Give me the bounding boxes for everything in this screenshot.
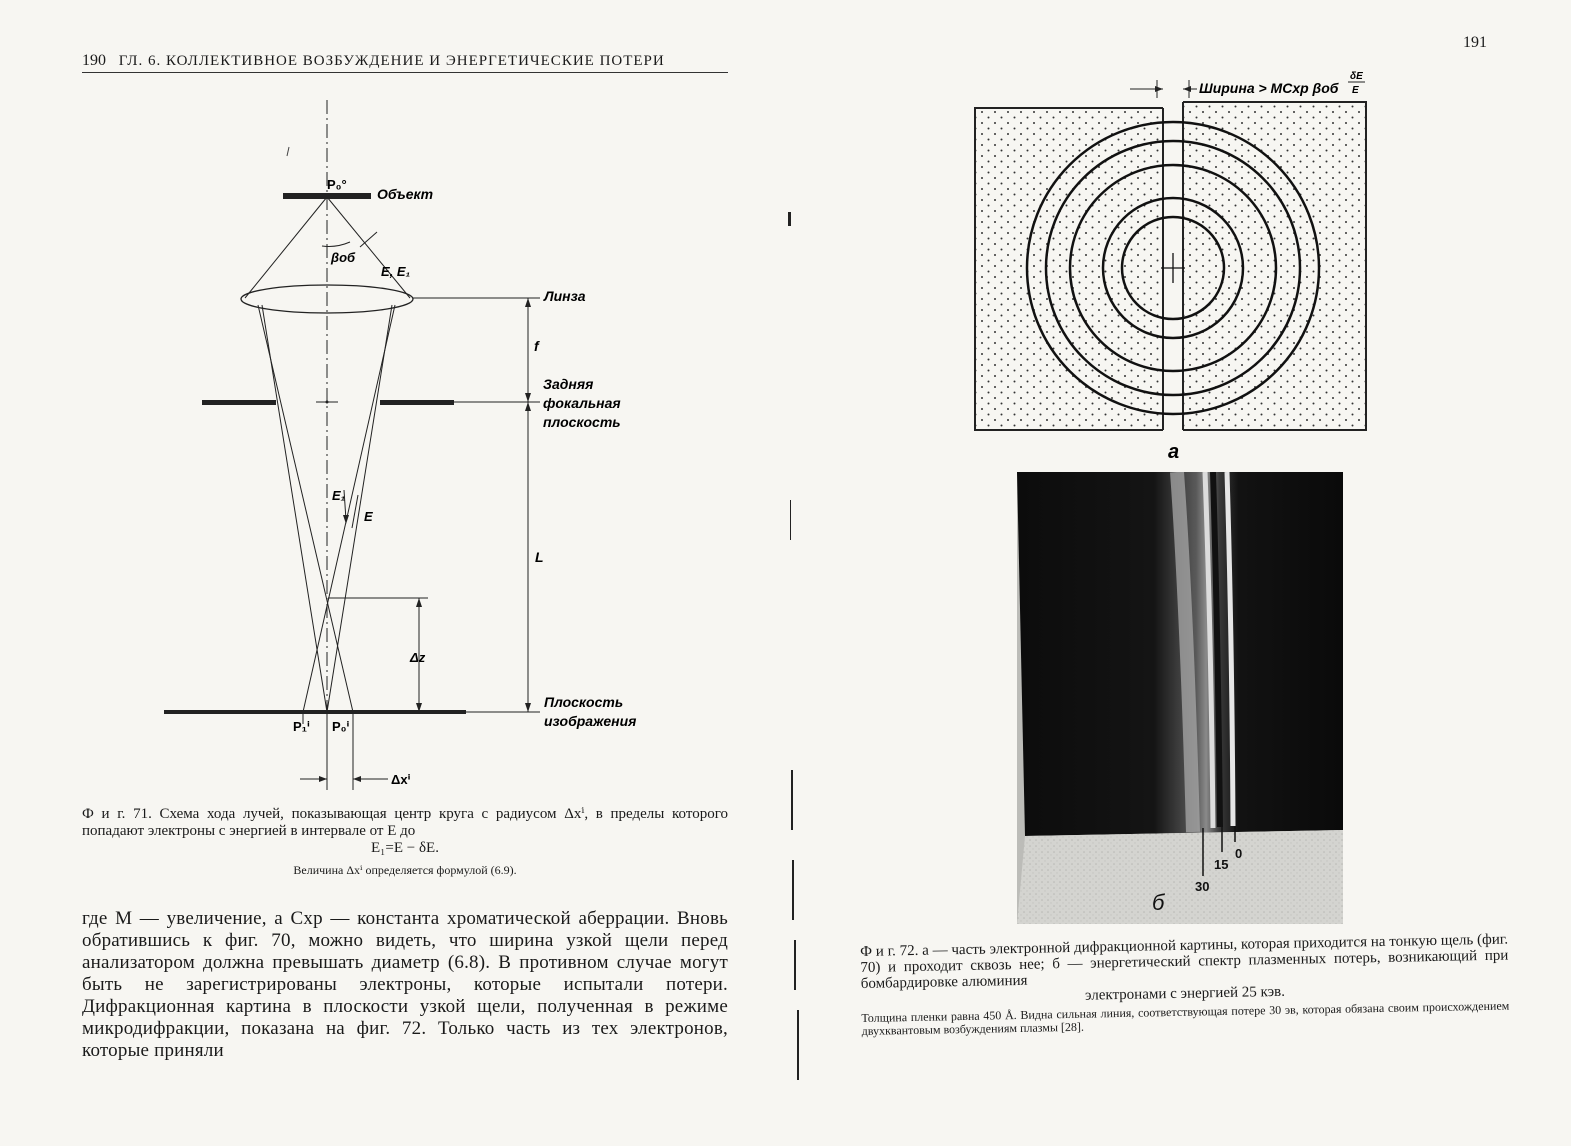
label-back-focal-2: фокальная <box>543 395 621 411</box>
label-lens: Линза <box>544 288 586 304</box>
panel-b-label: б <box>1152 890 1165 915</box>
page-number-left: 190 <box>82 52 106 69</box>
width-label: Ширина > MCхр βоб <box>1199 80 1339 96</box>
figure-72-caption <box>860 932 1510 1038</box>
slit-right-panel <box>1183 102 1366 430</box>
back-focal-plane-left <box>202 400 276 405</box>
label-e1: E₁ <box>332 488 346 503</box>
scale-30: 30 <box>1195 879 1210 894</box>
caption-72-center: электронами с энергией 25 кэв. <box>1084 983 1286 1004</box>
caption-71-formula: E₁=E − δE. <box>371 840 439 856</box>
caption-71-note: Величина Δxⁱ определяется формулой (6.9). <box>293 863 517 877</box>
scale-0: 0 <box>1235 846 1243 861</box>
object-plate <box>283 193 371 199</box>
label-back-focal-1: Задняя <box>543 376 594 392</box>
figure-71-caption <box>82 806 728 879</box>
label-image-plane-1: Плоскость <box>544 694 624 710</box>
figure-71-diagram <box>0 0 785 800</box>
label-e: E <box>364 509 373 524</box>
panel-a-label: а <box>1168 441 1180 463</box>
label-e-e1: E, E₁ <box>381 264 411 279</box>
caption-72-note: Толщина пленки равна 450 Å. Видна сильная линия, соответствующая потере 30 эв, которая обязана своим происхождением двухквантовым возбуждениям плазмы [28]. <box>861 998 1510 1038</box>
image-plane <box>164 710 466 714</box>
page-number-right: 191 <box>1463 34 1487 51</box>
scale-15: 15 <box>1214 857 1229 872</box>
label-L: L <box>535 549 544 565</box>
label-beta: βоб <box>331 250 356 265</box>
label-image-plane-2: изображения <box>544 713 637 729</box>
figure-72a-diagram <box>785 0 1571 470</box>
label-object: Объект <box>377 186 434 202</box>
label-p0i: P₀ⁱ <box>332 719 350 734</box>
label-dz: Δz <box>410 650 426 665</box>
label-dxi: Δxⁱ <box>391 772 411 787</box>
label-p1i: P₁ⁱ <box>293 719 310 734</box>
caption-71-main: Ф и г. 71. Схема хода лучей, показывающая центр круга с радиусом Δxⁱ, в пределы которого попадают электроны с энергией в интервале от E до <box>82 806 728 839</box>
left-page <box>0 0 785 1146</box>
energy-loss-spectrum-photo <box>1017 472 1343 924</box>
right-page <box>785 0 1571 1146</box>
label-p0-object: P₀° <box>327 177 347 192</box>
label-back-focal-3: плоскость <box>543 414 621 430</box>
label-f: f <box>534 338 539 354</box>
caption-72-main: Ф и г. 72. а — часть электронной дифракционной картины, которая приходится на тонкую щель (фиг. 70) и проходит сквозь нее; б — энергетический спектр плазменных потерь, возникающий при бомбардировке алюминия <box>860 931 1509 992</box>
width-frac-bottom: E <box>1352 85 1359 96</box>
back-focal-plane-right <box>380 400 454 405</box>
width-frac-top: δE <box>1350 71 1363 82</box>
chapter-title: ГЛ. 6. КОЛЛЕКТИВНОЕ ВОЗБУЖДЕНИЕ И ЭНЕРГЕТИЧЕСКИЕ ПОТЕРИ <box>118 53 665 69</box>
body-paragraph: где M — увеличение, а Cхр — константа хроматической аберрации. Вновь обратившись к фиг. 70, можно видеть, что ширина узкой щели перед анализатором должна превышать диаметр (6.8). В противном случае могут быть не зарегистрированы электроны, которые испытали потери. Дифракционная картина в плоскости узкой щели, полученная в режиме микродифракции, показана на фиг. 72. Только часть из тех электронов, которые приняли <box>82 908 728 1061</box>
